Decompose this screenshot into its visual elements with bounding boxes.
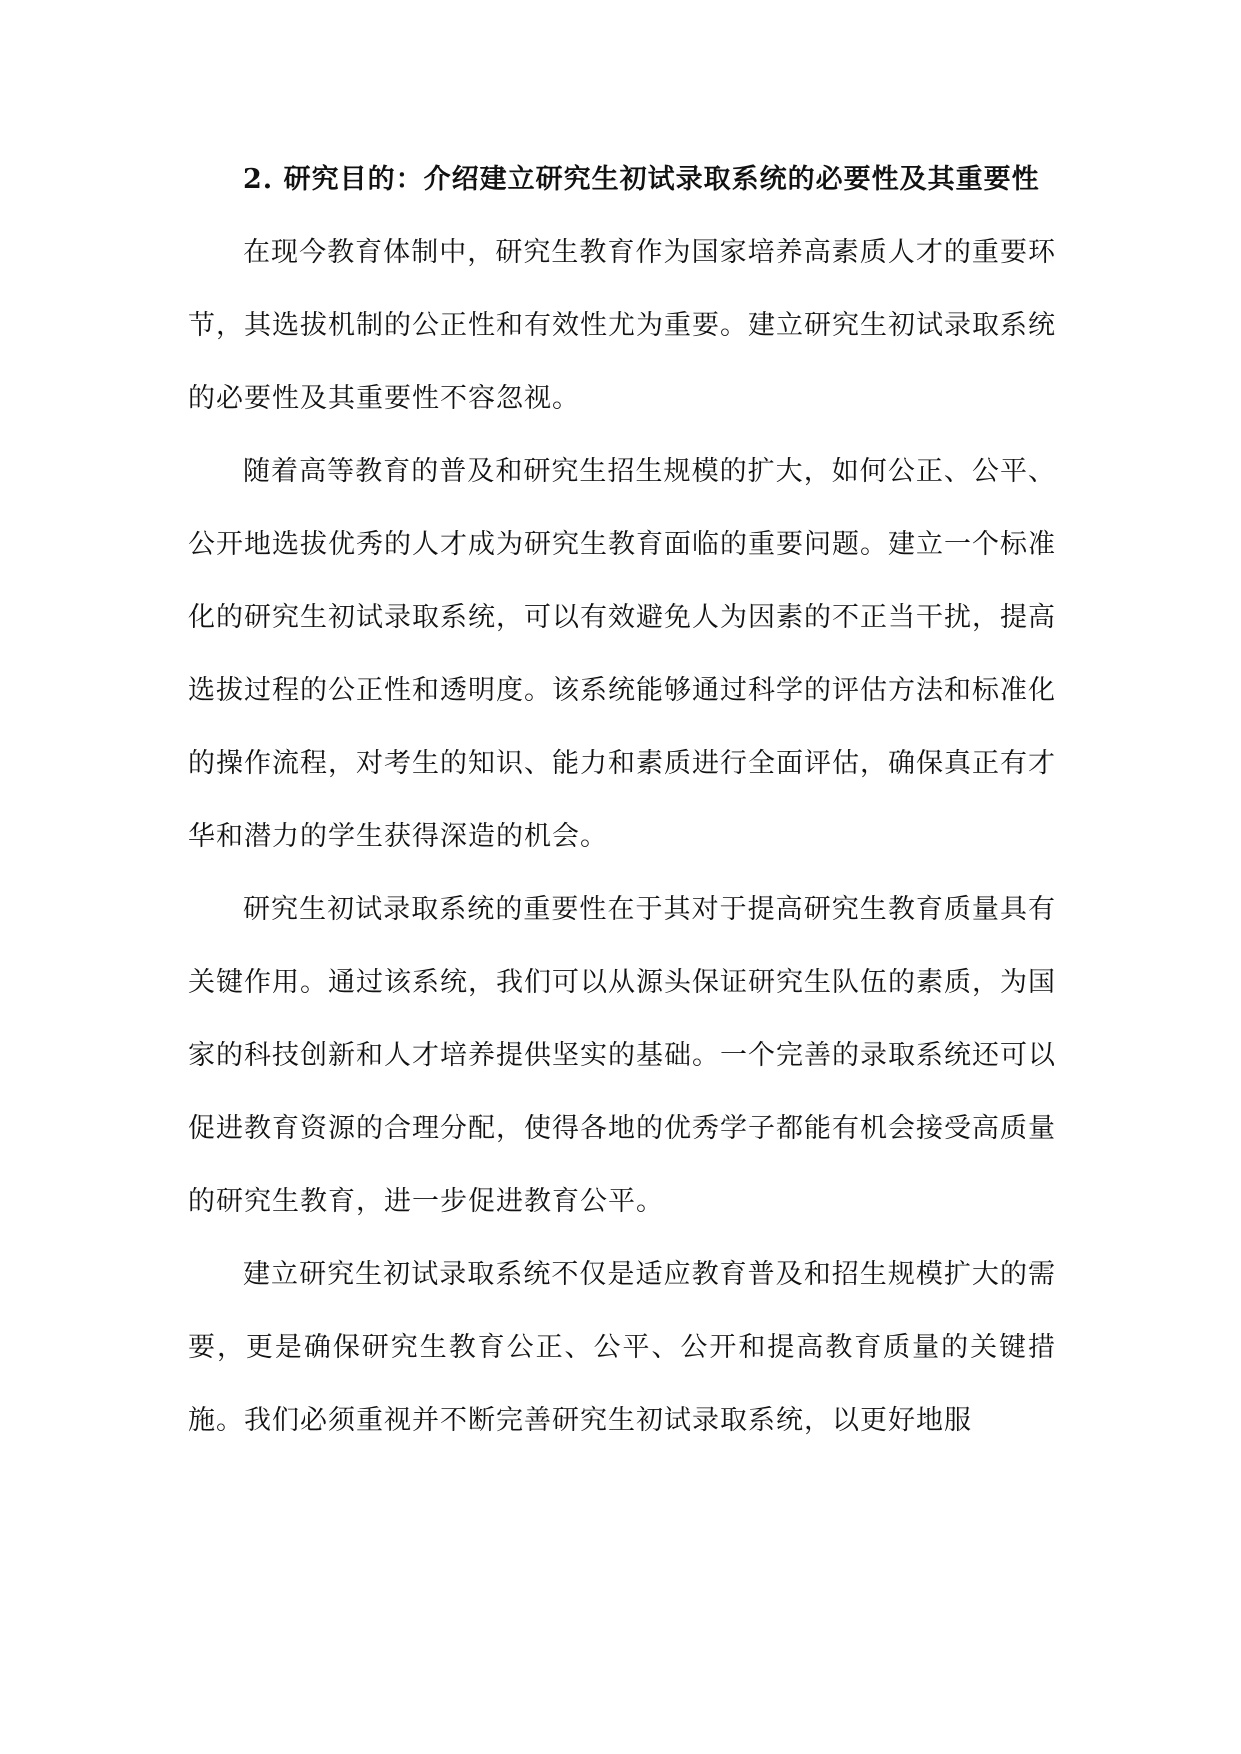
paragraph-2: 随着高等教育的普及和研究生招生规模的扩大，如何公正、公平、公开地选拔优秀的人才成为研究生教育面临的重要问题。建立一个标准化的研究生初试录取系统，可以有效避免人为因素的不正当干扰，提高选拔过程的公正性和透明度。该系统能够通过科学的评估方法和标准化的操作流程，对考生的知识、能力和素质进行全面评估，确保真正有才华和潜力的学生获得深造的机会。 — [188, 456, 1056, 852]
section-heading: 2. 研究目的：介绍建立研究生初试录取系统的必要性及其重要性 — [243, 164, 1040, 195]
document-body — [188, 143, 1056, 1457]
paragraph-3: 研究生初试录取系统的重要性在于其对于提高研究生教育质量具有关键作用。通过该系统，我们可以从源头保证研究生队伍的素质，为国家的科技创新和人才培养提供坚实的基础。一个完善的录取系统还可以促进教育资源的合理分配，使得各地的优秀学子都能有机会接受高质量的研究生教育，进一步促进教育公平。 — [188, 894, 1056, 1217]
paragraph-4: 建立研究生初试录取系统不仅是适应教育普及和招生规模扩大的需要，更是确保研究生教育公正、公平、公开和提高教育质量的关键措施。我们必须重视并不断完善研究生初试录取系统，以更好地服 — [188, 1259, 1056, 1436]
paragraph-1: 在现今教育体制中，研究生教育作为国家培养高素质人才的重要环节，其选拔机制的公正性和有效性尤为重要。建立研究生初试录取系统的必要性及其重要性不容忽视。 — [188, 237, 1056, 414]
